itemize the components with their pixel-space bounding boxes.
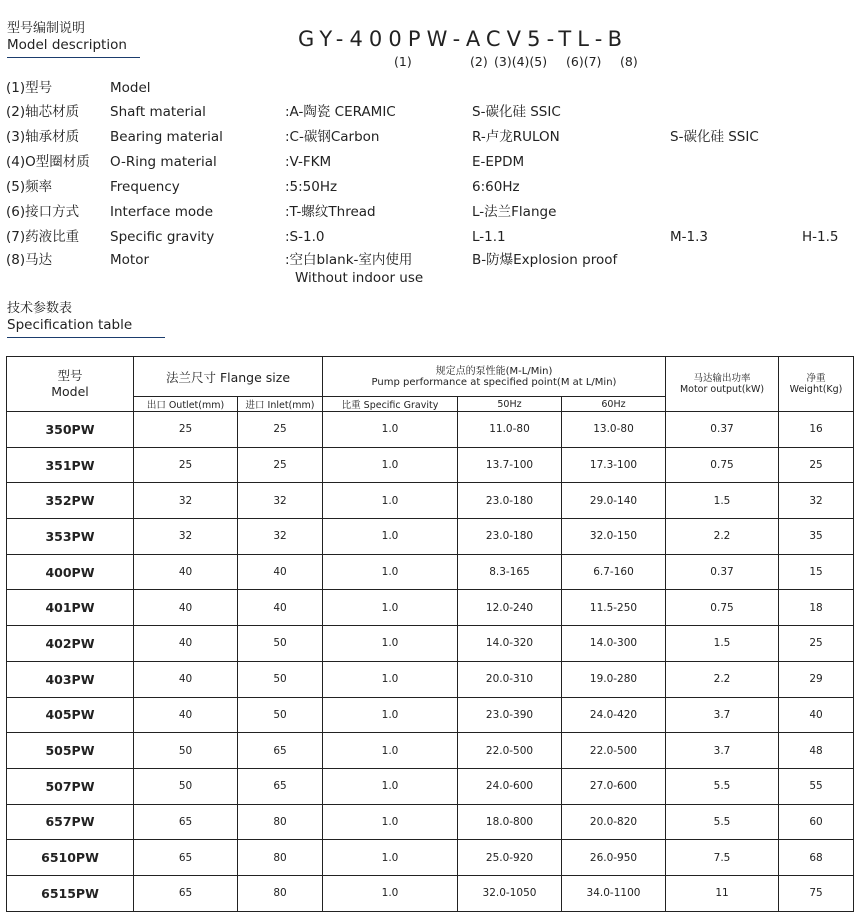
cell-kg: 32 [779,483,854,519]
table-row [7,840,854,876]
option-label-en: O-Ring material [110,154,217,170]
option-label-cn: (6)接口方式 [6,204,80,220]
cell-hz60: 22.0-500 [562,733,666,769]
cell-model: 352PW [7,483,134,519]
cell-kg: 60 [779,804,854,840]
cell-kw: 1.5 [666,483,779,519]
spec-table-heading [7,300,132,334]
header-model-cn: 型号 [57,368,83,383]
cell-kg: 29 [779,661,854,697]
cell-hz50: 25.0-920 [458,840,562,876]
cell-kw: 7.5 [666,840,779,876]
cell-inlet: 32 [238,483,323,519]
option-note: Without indoor use [295,270,424,286]
header-model-en: Model [51,384,89,399]
cell-model: 402PW [7,626,134,662]
cell-hz50: 24.0-600 [458,768,562,804]
table-row [7,768,854,804]
cell-hz50: 32.0-1050 [458,875,562,911]
cell-hz60: 29.0-140 [562,483,666,519]
cell-outlet: 65 [134,840,238,876]
option-value: L-1.1 [472,229,506,245]
cell-model: 351PW [7,447,134,483]
code-index-label: (8) [620,54,638,69]
cell-gravity: 1.0 [323,412,458,448]
option-value: M-1.3 [670,229,708,245]
option-value: L-法兰Flange [472,204,557,220]
option-label-en: Bearing material [110,129,223,145]
cell-hz60: 24.0-420 [562,697,666,733]
option-label-en: Interface mode [110,204,214,220]
cell-kg: 55 [779,768,854,804]
option-value: :5:50Hz [285,179,338,195]
cell-inlet: 50 [238,626,323,662]
cell-kw: 2.2 [666,519,779,555]
cell-gravity: 1.0 [323,519,458,555]
cell-kg: 40 [779,697,854,733]
cell-kw: 1.5 [666,626,779,662]
cell-kw: 3.7 [666,697,779,733]
cell-inlet: 32 [238,519,323,555]
cell-model: 505PW [7,733,134,769]
cell-kg: 75 [779,875,854,911]
cell-outlet: 40 [134,697,238,733]
cell-kw: 5.5 [666,768,779,804]
cell-gravity: 1.0 [323,590,458,626]
cell-model: 400PW [7,554,134,590]
option-value: :T-螺纹Thread [285,204,376,220]
option-label-en: Specific gravity [110,229,215,245]
table-row [7,804,854,840]
cell-kg: 16 [779,412,854,448]
cell-kw: 5.5 [666,804,779,840]
cell-kw: 3.7 [666,733,779,769]
model-description-title-cn: 型号编制说明 [7,21,86,36]
code-index-label: (6)(7) [566,54,602,69]
header-flange-size: 法兰尺寸 Flange size [134,357,323,397]
header-inlet: 进口 Inlet(mm) [238,397,323,412]
option-label-en: Shaft material [110,104,206,120]
title-underline [7,57,140,58]
cell-hz50: 23.0-180 [458,483,562,519]
cell-model: 6515PW [7,875,134,911]
cell-gravity: 1.0 [323,804,458,840]
cell-inlet: 80 [238,840,323,876]
cell-model: 401PW [7,590,134,626]
cell-hz60: 11.5-250 [562,590,666,626]
table-row [7,447,854,483]
option-value: :空白blank-室内使用 [285,252,413,268]
cell-kw: 0.75 [666,590,779,626]
header-motor-output [666,357,779,412]
table-row [7,626,854,662]
specification-table [6,356,854,912]
cell-hz60: 32.0-150 [562,519,666,555]
cell-kw: 0.37 [666,554,779,590]
cell-kg: 48 [779,733,854,769]
option-value: H-1.5 [802,229,839,245]
cell-model: 657PW [7,804,134,840]
cell-outlet: 40 [134,661,238,697]
option-label-cn: (3)轴承材质 [6,129,80,145]
spec-table-title-cn: 技术参数表 [7,301,73,316]
cell-hz60: 14.0-300 [562,626,666,662]
cell-model: 350PW [7,412,134,448]
cell-hz50: 12.0-240 [458,590,562,626]
table-row [7,483,854,519]
cell-outlet: 65 [134,875,238,911]
cell-outlet: 25 [134,447,238,483]
header-motor-cn: 马达输出功率 [693,373,751,384]
cell-hz50: 23.0-390 [458,697,562,733]
cell-model: 507PW [7,768,134,804]
cell-hz60: 34.0-1100 [562,875,666,911]
cell-gravity: 1.0 [323,554,458,590]
cell-hz50: 23.0-180 [458,519,562,555]
cell-outlet: 25 [134,412,238,448]
table-row [7,697,854,733]
option-value: R-卢龙RULON [472,129,560,145]
cell-gravity: 1.0 [323,626,458,662]
cell-gravity: 1.0 [323,447,458,483]
header-pump-en: Pump performance at specified point(M at L/Min) [371,376,617,388]
table-row [7,733,854,769]
option-label-cn: (2)轴芯材质 [6,104,80,120]
code-index-label: (3)(4)(5) [494,54,548,69]
cell-kg: 35 [779,519,854,555]
header-weight [779,357,854,412]
cell-kw: 0.37 [666,412,779,448]
cell-hz50: 14.0-320 [458,626,562,662]
cell-kw: 0.75 [666,447,779,483]
table-row [7,661,854,697]
header-outlet: 出口 Outlet(mm) [134,397,238,412]
header-weight-en: Weight(Kg) [789,384,843,395]
table-row [7,554,854,590]
option-value: S-碳化硅 SSIC [670,129,759,145]
cell-hz50: 22.0-500 [458,733,562,769]
header-specific-gravity: 比重 Specific Gravity [323,397,458,412]
cell-inlet: 50 [238,697,323,733]
option-value: :S-1.0 [285,229,325,245]
cell-gravity: 1.0 [323,840,458,876]
cell-hz60: 26.0-950 [562,840,666,876]
cell-model: 353PW [7,519,134,555]
cell-inlet: 50 [238,661,323,697]
cell-kg: 25 [779,626,854,662]
cell-outlet: 40 [134,590,238,626]
cell-inlet: 25 [238,447,323,483]
cell-outlet: 50 [134,768,238,804]
cell-hz50: 18.0-800 [458,804,562,840]
cell-inlet: 25 [238,412,323,448]
cell-gravity: 1.0 [323,483,458,519]
cell-outlet: 40 [134,554,238,590]
option-value: S-碳化硅 SSIC [472,104,561,120]
cell-model: 403PW [7,661,134,697]
cell-gravity: 1.0 [323,697,458,733]
cell-hz60: 20.0-820 [562,804,666,840]
model-description-heading [7,20,127,54]
option-value: 6:60Hz [472,179,520,195]
header-model [7,357,134,412]
header-motor-en: Motor output(kW) [679,384,765,395]
option-label-cn: (1)型号 [6,80,53,96]
cell-hz60: 17.3-100 [562,447,666,483]
cell-inlet: 65 [238,733,323,769]
cell-hz50: 20.0-310 [458,661,562,697]
model-code: GY-400PW-ACV5-TL-B [298,27,629,51]
cell-outlet: 40 [134,626,238,662]
cell-inlet: 80 [238,804,323,840]
option-value: :C-碳钢Carbon [285,129,380,145]
cell-hz60: 19.0-280 [562,661,666,697]
cell-gravity: 1.0 [323,733,458,769]
table-row [7,519,854,555]
option-value: :A-陶瓷 CERAMIC [285,104,396,120]
spec-table-title-en: Specification table [7,317,133,333]
table-row [7,590,854,626]
cell-inlet: 40 [238,554,323,590]
option-label-en: Frequency [110,179,180,195]
option-label-en: Motor [110,252,150,268]
title-underline [7,337,165,338]
option-value: E-EPDM [472,154,525,170]
cell-kg: 18 [779,590,854,626]
header-pump-cn: 规定点的泵性能(M-L/Min) [435,365,553,377]
cell-kg: 25 [779,447,854,483]
cell-gravity: 1.0 [323,768,458,804]
cell-hz60: 13.0-80 [562,412,666,448]
code-index-label: (1) [394,54,412,69]
cell-outlet: 65 [134,804,238,840]
option-label-cn: (5)频率 [6,179,53,195]
cell-kg: 68 [779,840,854,876]
cell-model: 6510PW [7,840,134,876]
option-label-en: Model [110,80,151,96]
cell-hz60: 6.7-160 [562,554,666,590]
model-description-title-en: Model description [7,37,127,53]
cell-hz50: 13.7-100 [458,447,562,483]
header-weight-cn: 净重 [806,373,826,384]
cell-inlet: 65 [238,768,323,804]
cell-model: 405PW [7,697,134,733]
cell-gravity: 1.0 [323,875,458,911]
cell-kw: 11 [666,875,779,911]
cell-kg: 15 [779,554,854,590]
option-value: B-防爆Explosion proof [472,252,618,268]
header-50hz: 50Hz [458,397,562,412]
cell-inlet: 80 [238,875,323,911]
cell-outlet: 32 [134,519,238,555]
option-label-cn: (4)O型圈材质 [6,154,90,170]
cell-inlet: 40 [238,590,323,626]
header-60hz: 60Hz [562,397,666,412]
cell-gravity: 1.0 [323,661,458,697]
option-value: :V-FKM [285,154,332,170]
cell-outlet: 32 [134,483,238,519]
table-row [7,412,854,448]
cell-outlet: 50 [134,733,238,769]
cell-kw: 2.2 [666,661,779,697]
cell-hz50: 8.3-165 [458,554,562,590]
option-label-cn: (7)药液比重 [6,229,80,245]
header-pump-performance [323,357,666,397]
spec-table-body [7,412,854,912]
table-row [7,875,854,911]
option-label-cn: (8)马达 [6,252,53,268]
code-index-label: (2) [470,54,488,69]
cell-hz50: 11.0-80 [458,412,562,448]
cell-hz60: 27.0-600 [562,768,666,804]
